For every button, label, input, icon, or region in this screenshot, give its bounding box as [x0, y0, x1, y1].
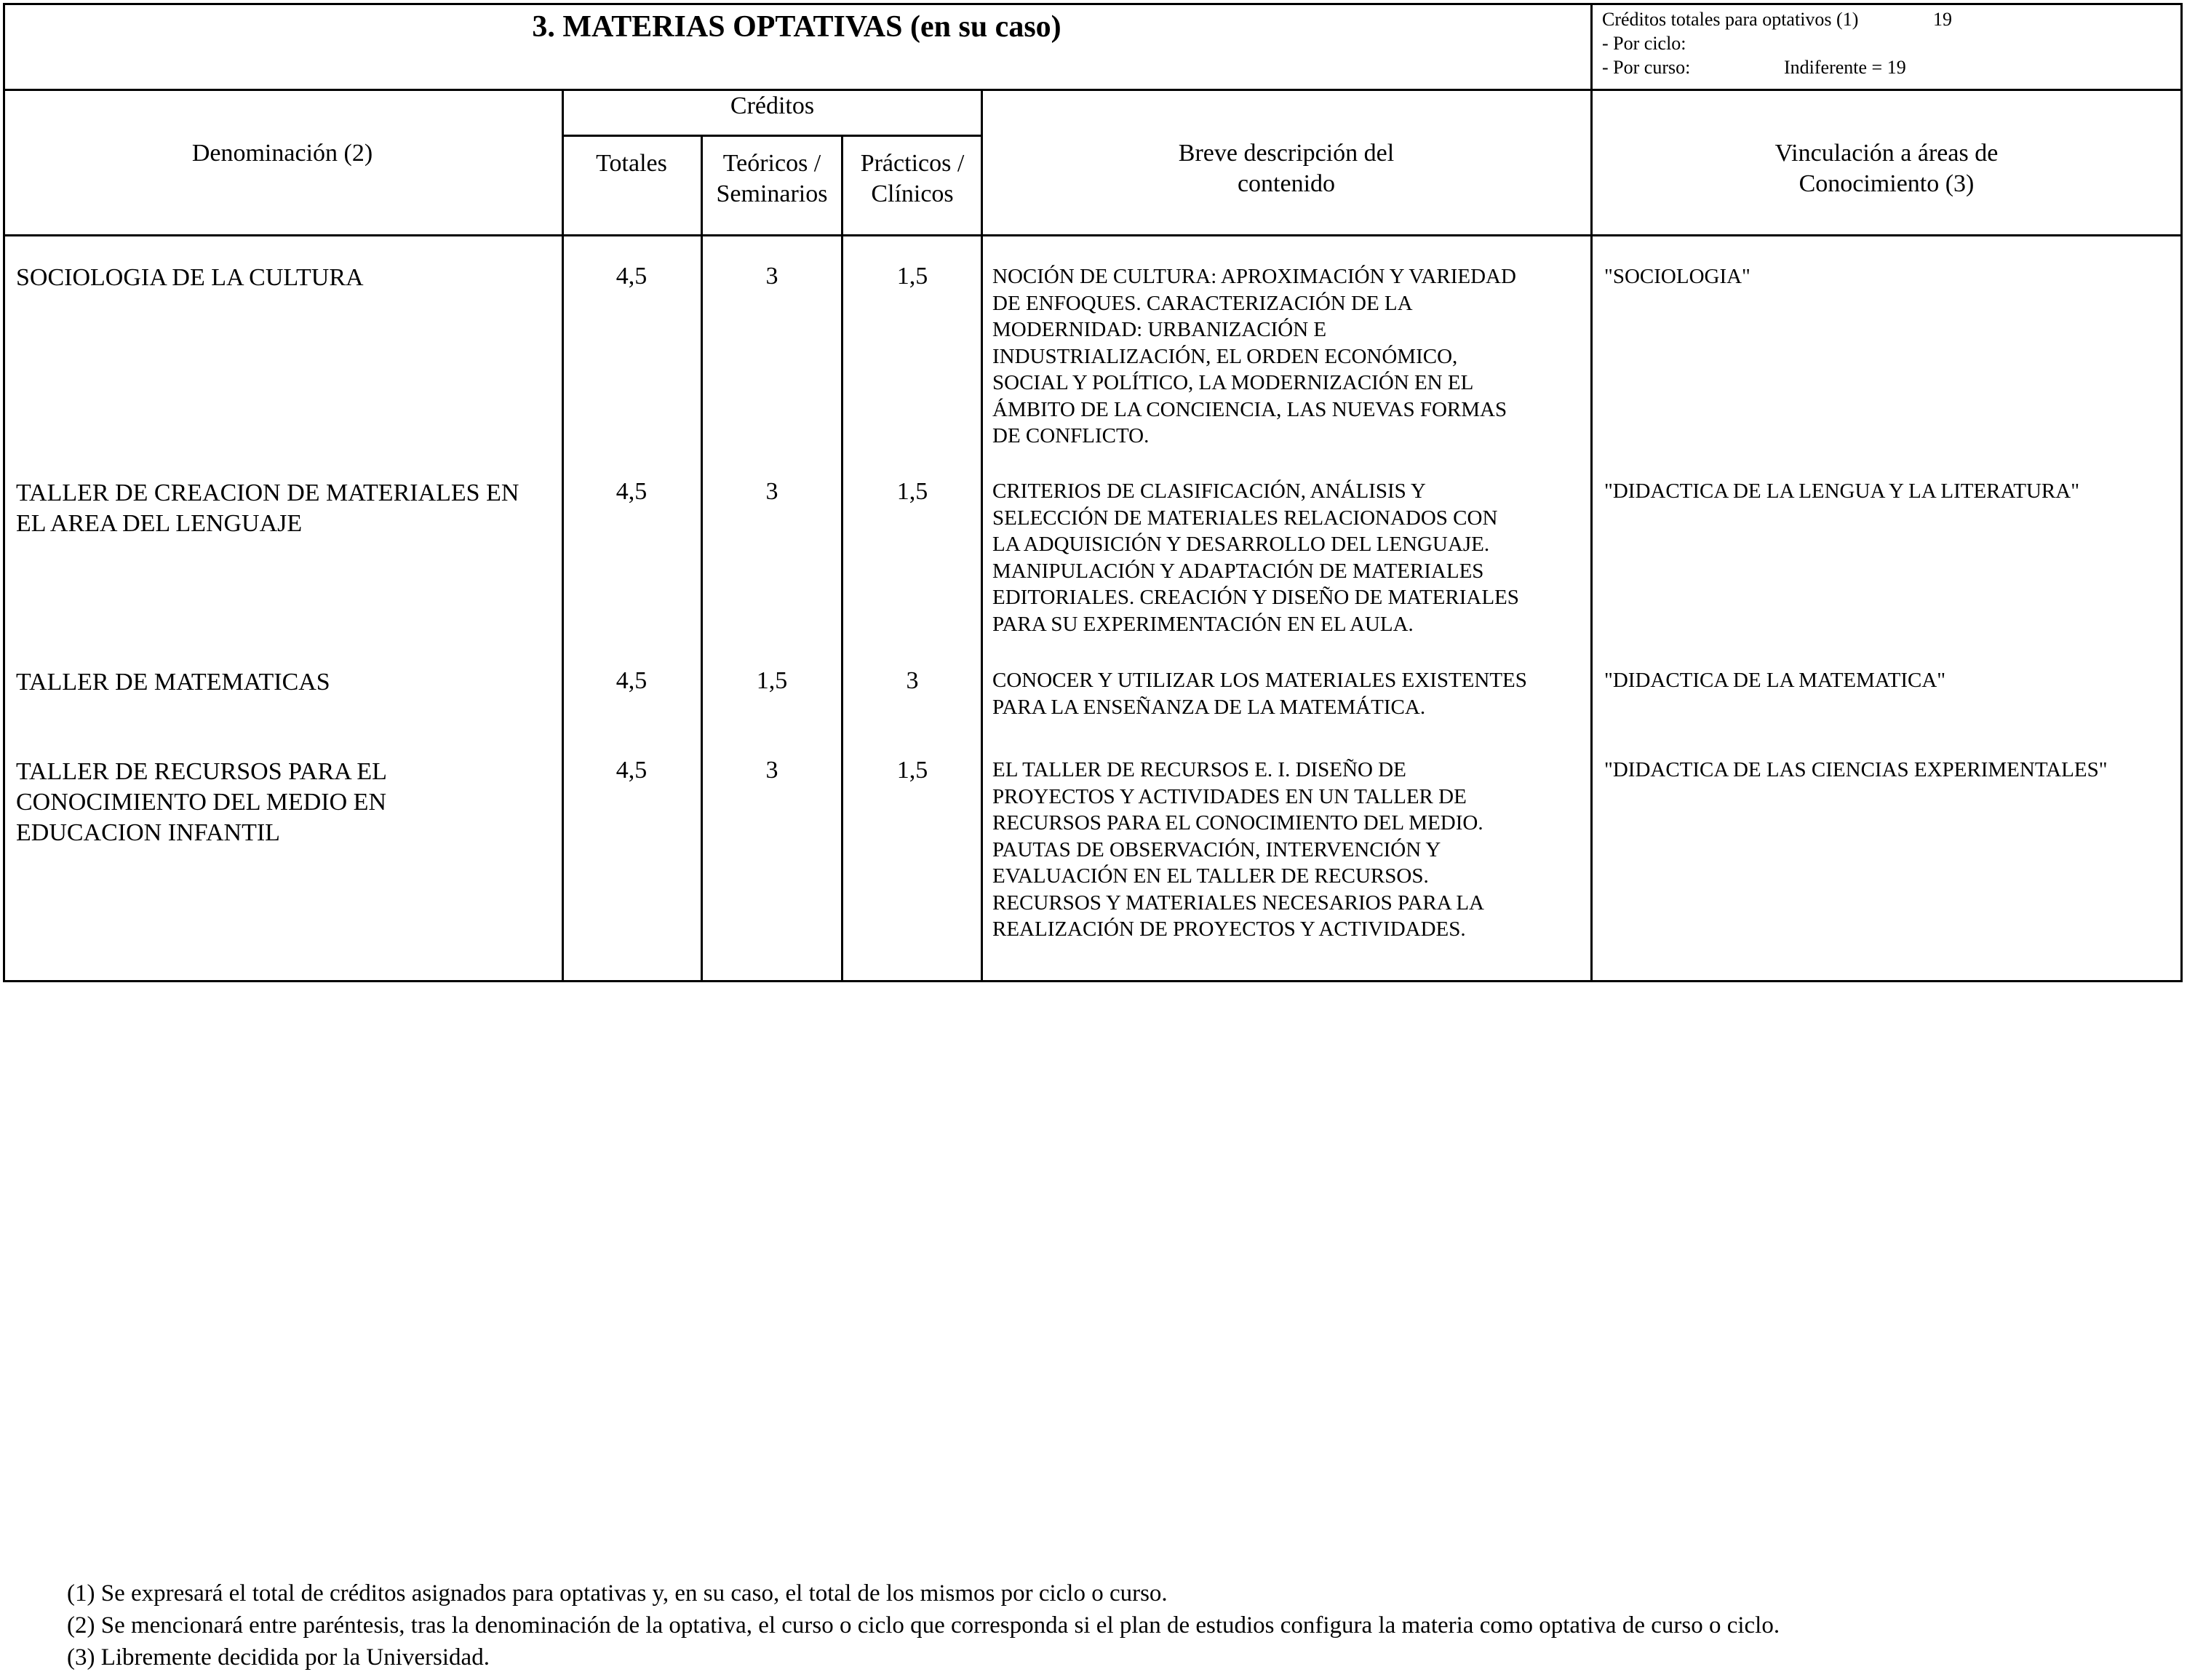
row-description	[992, 263, 1589, 450]
row-totales: 4,5	[616, 667, 648, 694]
row-name-line: TALLER DE RECURSOS PARA EL	[16, 758, 387, 785]
desc-line: EL TALLER DE RECURSOS E. I. DISEÑO DE	[992, 758, 1406, 781]
desc-line: CONOCER Y UTILIZAR LOS MATERIALES EXISTENTES	[992, 669, 1527, 692]
header-practicos-line1: Prácticos /	[860, 150, 965, 177]
credits-por-curso-line	[1602, 55, 2177, 79]
row-name	[16, 478, 562, 539]
row-practicos: 1,5	[896, 757, 928, 784]
header-vinculacion-line2: Conocimiento (3)	[1798, 170, 1975, 197]
credits-por-curso-value: Indiferente = 19	[1784, 57, 1906, 78]
row-totales: 4,5	[616, 263, 648, 290]
row-totales: 4,5	[616, 478, 648, 505]
row-teoricos: 3	[765, 263, 778, 290]
credits-por-curso-label: - Por curso:	[1602, 57, 1691, 78]
row-area: "DIDACTICA DE LA LENGUA Y LA LITERATURA"	[1604, 479, 2080, 503]
desc-line: INDUSTRIALIZACIÓN, EL ORDEN ECONÓMICO,	[992, 344, 1458, 368]
row-name-line: CONOCIMIENTO DEL MEDIO EN	[16, 789, 387, 816]
col-divider-teoricos	[841, 135, 843, 982]
title-credits-divider	[1590, 3, 1593, 90]
desc-line: MODERNIDAD: URBANIZACIÓN E	[992, 318, 1327, 341]
desc-line: REALIZACIÓN DE PROYECTOS Y ACTIVIDADES.	[992, 917, 1466, 941]
row-name-line: TALLER DE CREACION DE MATERIALES EN	[16, 479, 519, 506]
desc-line: RECURSOS PARA EL CONOCIMIENTO DEL MEDIO.	[992, 811, 1483, 835]
row-name-line: EL AREA DEL LENGUAJE	[16, 510, 303, 537]
row-practicos: 1,5	[896, 263, 928, 290]
header-teoricos-line2: Seminarios	[716, 180, 828, 207]
credits-total-value: 19	[1933, 9, 1952, 30]
header-practicos-line2: Clínicos	[871, 180, 954, 207]
desc-line: PARA LA ENSEÑANZA DE LA MATEMÁTICA.	[992, 695, 1426, 719]
header-vinculacion-line1: Vinculación a áreas de	[1774, 140, 1999, 167]
row-name-line: EDUCACION INFANTIL	[16, 819, 280, 846]
desc-line: PROYECTOS Y ACTIVIDADES EN UN TALLER DE	[992, 784, 1467, 808]
desc-line: EVALUACIÓN EN EL TALLER DE RECURSOS.	[992, 864, 1429, 888]
col-divider-denominacion	[562, 89, 564, 982]
row-name	[16, 667, 562, 698]
header-teoricos	[702, 148, 842, 210]
desc-line: PAUTAS DE OBSERVACIÓN, INTERVENCIÓN Y	[992, 837, 1441, 861]
header-creditos: Créditos	[730, 92, 815, 119]
row-practicos: 3	[906, 667, 919, 694]
footnote-1: (1) Se expresará el total de créditos asignados para optativas y, en su caso, el total de los mismos por ciclo o curso.	[67, 1580, 1168, 1607]
col-divider-practicos	[981, 89, 983, 982]
row-description	[992, 757, 1589, 943]
desc-line: EDITORIALES. CREACIÓN Y DISEÑO DE MATERIALES	[992, 586, 1519, 609]
row-area: "DIDACTICA DE LA MATEMATICA"	[1604, 669, 1946, 692]
desc-line: ÁMBITO DE LA CONCIENCIA, LAS NUEVAS FORMAS	[992, 397, 1507, 421]
header-teoricos-line1: Teóricos /	[722, 150, 821, 177]
page-title: 3. MATERIAS OPTATIVAS (en su caso)	[532, 10, 1061, 44]
row-area: "SOCIOLOGIA"	[1604, 265, 1750, 288]
row-name-line: TALLER DE MATEMATICAS	[16, 669, 330, 696]
row-teoricos: 3	[765, 757, 778, 784]
row-area: "DIDACTICA DE LAS CIENCIAS EXPERIMENTALES"	[1604, 758, 2108, 781]
header-totales: Totales	[596, 150, 667, 177]
row-teoricos: 3	[765, 478, 778, 505]
header-vinculacion	[1592, 138, 2181, 199]
desc-line: SOCIAL Y POLÍTICO, LA MODERNIZACIÓN EN EL	[992, 371, 1474, 394]
credits-total-line	[1602, 7, 2177, 31]
row-name	[16, 757, 562, 848]
row-teoricos: 1,5	[756, 667, 788, 694]
column-header-bottom-border	[3, 234, 2183, 236]
header-denominacion: Denominación (2)	[191, 140, 373, 167]
row-practicos: 1,5	[896, 478, 928, 505]
header-practicos	[842, 148, 982, 210]
row-totales: 4,5	[616, 757, 648, 784]
header-descripcion-line1: Breve descripción del	[1178, 140, 1395, 167]
header-descripcion	[982, 138, 1590, 199]
desc-line: CRITERIOS DE CLASIFICACIÓN, ANÁLISIS Y	[992, 479, 1426, 503]
footnote-3: (3) Libremente decidida por la Universidad.	[67, 1644, 490, 1671]
desc-line: MANIPULACIÓN Y ADAPTACIÓN DE MATERIALES	[992, 559, 1484, 583]
row-name	[16, 263, 562, 293]
desc-line: NOCIÓN DE CULTURA: APROXIMACIÓN Y VARIEDAD	[992, 265, 1516, 288]
header-descripcion-line2: contenido	[1237, 170, 1336, 197]
desc-line: SELECCIÓN DE MATERIALES RELACIONADOS CON	[992, 506, 1498, 530]
footnote-2: (2) Se mencionará entre paréntesis, tras la denominación de la optativa, el curso o ciclo que corresponda si el plan de estudios configura la materia como optativa de curso o ciclo.	[67, 1612, 1780, 1639]
table-bottom-border	[3, 980, 2183, 982]
table-top-border	[3, 3, 2183, 5]
col-divider-totales	[701, 135, 703, 982]
credits-total-label: Créditos totales para optativos (1)	[1602, 9, 1859, 30]
desc-line: LA ADQUISICIÓN Y DESARROLLO DEL LENGUAJE.	[992, 533, 1490, 556]
desc-line: DE CONFLICTO.	[992, 424, 1150, 447]
desc-line: DE ENFOQUES. CARACTERIZACIÓN DE LA	[992, 291, 1413, 315]
desc-line: RECURSOS Y MATERIALES NECESARIOS PARA LA	[992, 891, 1484, 915]
desc-line: PARA SU EXPERIMENTACIÓN EN EL AULA.	[992, 612, 1414, 636]
credits-summary-box	[1602, 7, 2177, 79]
footnotes	[67, 1577, 2177, 1673]
col-divider-descripcion	[1590, 89, 1593, 982]
row-description	[992, 667, 1589, 720]
creditos-divider	[562, 135, 982, 137]
credits-por-ciclo: - Por ciclo:	[1602, 33, 1686, 54]
row-description	[992, 478, 1589, 637]
row-name-line: SOCIOLOGIA DE LA CULTURA	[16, 264, 364, 291]
header-bottom-border	[3, 89, 2183, 91]
